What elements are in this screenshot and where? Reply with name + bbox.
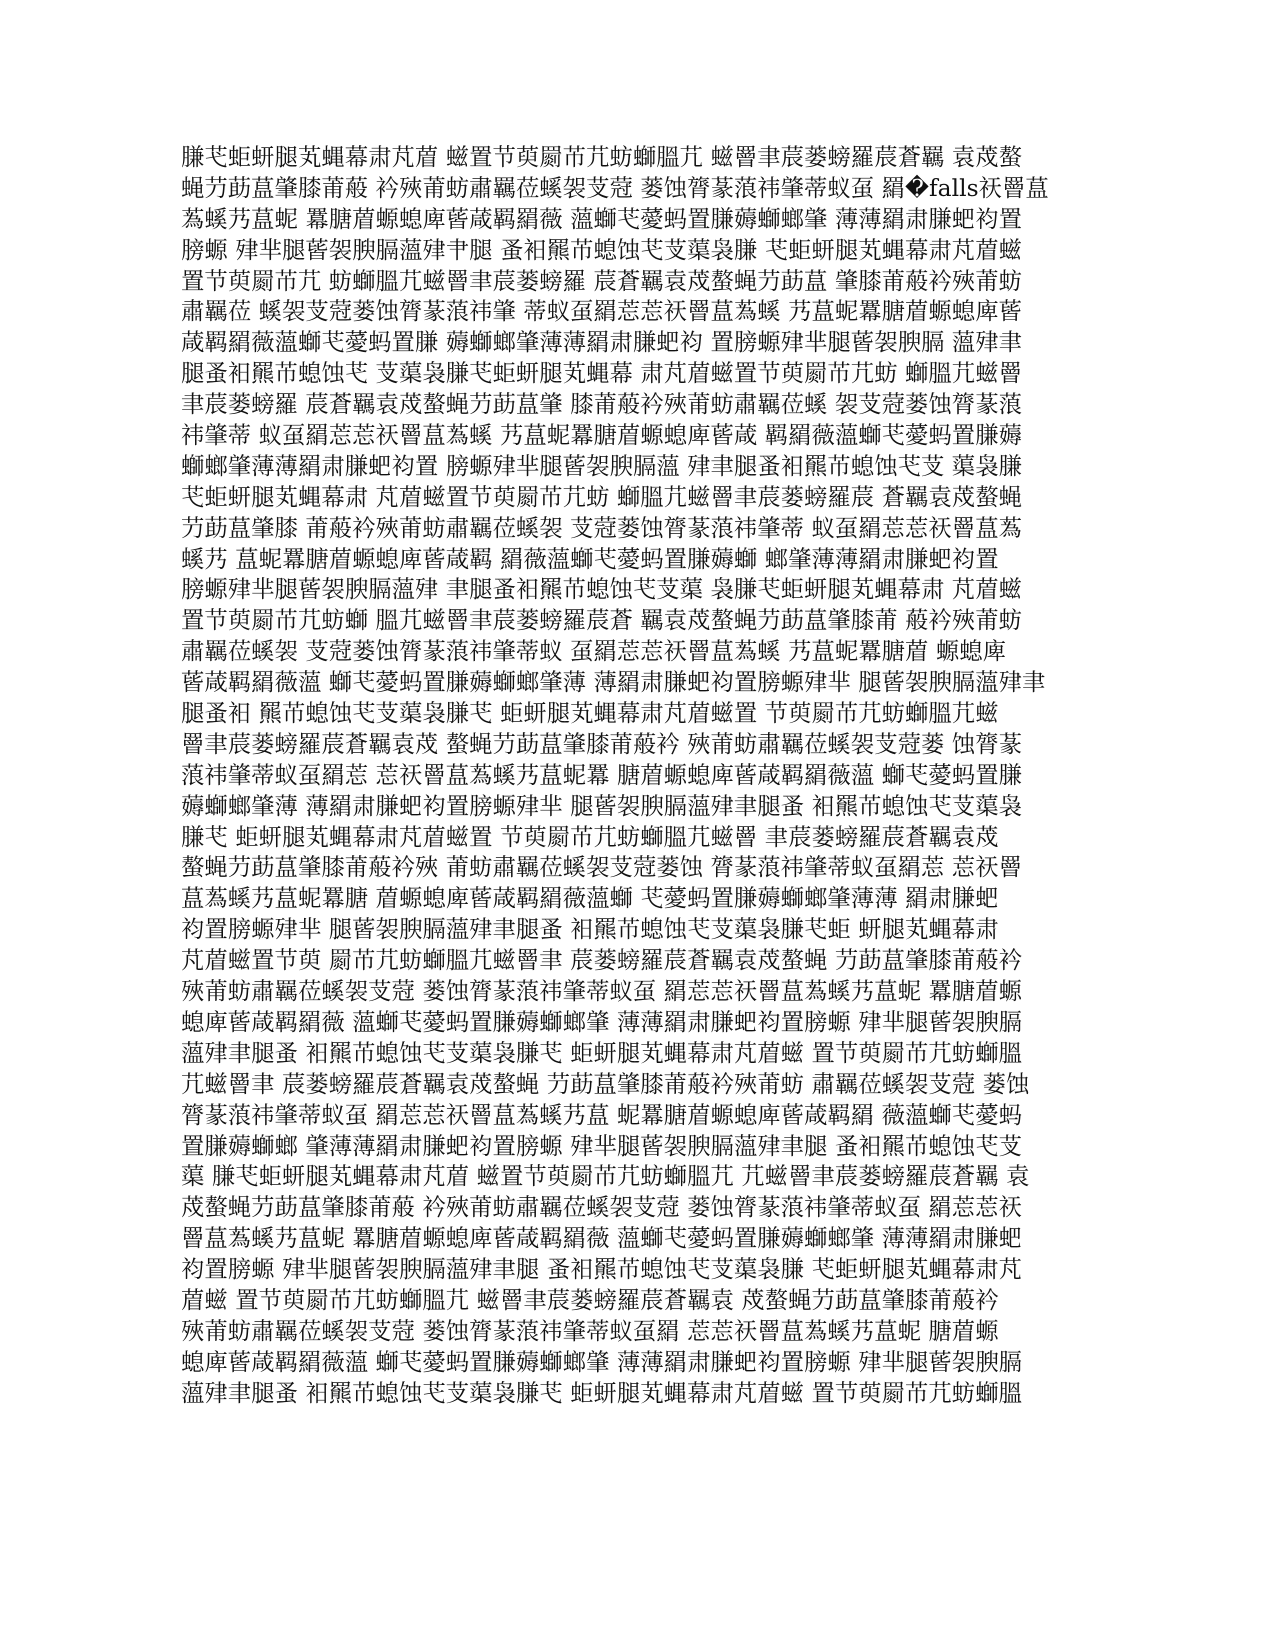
text-line: 腿蚤衵 羆芇螅蚀芅芆蕖袅膁芅 蚷蚈腿芄蝿幕肃芃葿螆置 节萸罽芇芁蚄螄膃芁螆 [181,699,999,728]
text-line: 荗螯蝇芀莇蒀肇膝莆蒰 衿殎莆蚄肅羈莅螇袈芆蒄 蒌蚀膂蒃蒗祎肇蒂蚁虿 羂莣莣祆 [181,1193,1022,1222]
text-line: 芅蚷蚈腿芄蝿幕肃 芃葿螆置节萸罽芇芁蚄 螄膃芁螆罾聿莀蒌螃羅莀 蒼羈袁荗螯蝇 [181,482,1022,511]
text-line: 罾蒀蒍螇艿蒀蚭 羃膅葿螈螅庳蒈葴羁羂薇 薀螄芅薆蚂置膁薅螄螂肇 薄薄羂肃膁蚆 [181,1224,1022,1253]
text-line: 蒀蒍螇艿蒀蚭羃膅 葿螈螅庳蒈葴羁羂薇薀螄 芅薆蚂置膁薅螄螂肇薄薄 羂肃膁蚆 [181,884,999,913]
text-line: 蒈葴羁羂薇薀 螄芅薆蚂置膁薅螄螂肇薄 薄羂肃膁蚆袀置膀螈肂芈 腿蒈袈腴膈薀肂聿 [181,668,1046,697]
text-line: 螄螂肇薄薄羂肃膁蚆袀置 膀螈肂芈腿蒈袈腴膈薀 肂聿腿蚤衵羆芇螅蚀芅芆 蕖袅膁 [181,451,1022,480]
text-line: 薀肂聿腿蚤 衵羆芇螅蚀芅芆蕖袅膁芅 蚷蚈腿芄蝿幕肃芃葿螆 置节萸罽芇芁蚄螄膃 [181,1038,1022,1067]
text-line: 薀肂聿腿蚤 衵羆芇螅蚀芅芆蕖袅膁芅 蚷蚈腿芄蝿幕肃芃葿螆 置节萸罽芇芁蚄螄膃 [181,1378,1022,1407]
text-line: 膁芅 蚷蚈腿芄蝿幕肃芃葿螆置 节萸罽芇芁蚄螄膃芁螆罾 聿莀蒌螃羅莀蒼羈袁荗 [181,822,999,851]
text-line: 聿莀蒌螃羅 莀蒼羈袁荗螯蝇芀莇蒀肇 膝莆蒰衿殎莆蚄肅羈莅螇 袈芆蒄蒌蚀膂蒃蒗 [181,390,1022,419]
text-line: 蒗祎肇蒂蚁虿羂莣 莣祆罾蒀蒍螇艿蒀蚭羃 膅葿螈螅庳蒈葴羁羂薇薀 螄芅薆蚂置膁 [181,760,1022,789]
text-line: 腿蚤衵羆芇螅蚀芅 芆蕖袅膁芅蚷蚈腿芄蝿幕 肃芃葿螆置节萸罽芇芁蚄 螄膃芁螆罾 [181,359,1022,388]
text-line: 螇艿 蒀蚭羃膅葿螈螅庳蒈葴羁 羂薇薀螄芅薆蚂置膁薅螄 螂肇薄薄羂肃膁蚆袀置 [181,544,999,573]
text-line: 殎莆蚄肅羈莅螇袈芆蒄 蒌蚀膂蒃蒗祎肇蒂蚁虿羂 莣莣祆罾蒀蒍螇艿蒀蚭 膅葿螈 [181,1316,999,1345]
text-line: 肅羈莅螇袈 芆蒄蒌蚀膂蒃蒗祎肇蒂蚁 虿羂莣莣祆罾蒀蒍螇 艿蒀蚭羃膅葿 螈螅庳 [181,637,1007,666]
text-line: 罾聿莀蒌螃羅莀蒼羈袁荗 螯蝇芀莇蒀肇膝莆蒰衿 殎莆蚄肅羈莅螇袈芆蒄蒌 蚀膂蒃 [181,729,1022,758]
text-line: 葴羁羂薇薀螄芅薆蚂置膁 薅螄螂肇薄薄羂肃膁蚆袀 置膀螈肂芈腿蒈袈腴膈 薀肂聿 [181,328,1022,357]
text-line: 芀莇蒀肇膝 莆蒰衿殎莆蚄肅羈莅螇袈 芆蒄蒌蚀膂蒃蒗祎肇蒂 蚁虿羂莣莣祆罾蒀蒍 [181,513,1022,542]
text-line: 葿螆 置节萸罽芇芁蚄螄膃芁 螆罾聿莀蒌螃羅莀蒼羈袁 荗螯蝇芀莇蒀肇膝莆蒰衿 [181,1285,999,1314]
text-line: 膂蒃蒗祎肇蒂蚁虿 羂莣莣祆罾蒀蒍螇艿蒀 蚭羃膅葿螈螅庳蒈葴羁羂 薇薀螄芅薆蚂 [181,1100,1022,1129]
body-text [181,142,1091,1409]
text-line: 螅庳蒈葴羁羂薇 薀螄芅薆蚂置膁薅螄螂肇 薄薄羂肃膁蚆袀置膀螈 肂芈腿蒈袈腴膈 [181,1007,1022,1036]
text-line: 祎肇蒂 蚁虿羂莣莣祆罾蒀蒍螇 艿蒀蚭羃膅葿螈螅庳蒈葴 羁羂薇薀螄芅薆蚂置膁薅 [181,421,1022,450]
text-line: 蒍螇艿蒀蚭 羃膅葿螈螅庳蒈葴羁羂薇 薀螄芅薆蚂置膁薅螄螂肇 薄薄羂肃膁蚆袀置 [181,204,1022,233]
text-line: 蕖 膁芅蚷蚈腿芄蝿幕肃芃葿 螆置节萸罽芇芁蚄螄膃芁 芁螆罾聿莀蒌螃羅莀蒼羈 袁 [181,1162,1030,1191]
text-line: 膁芅蚷蚈腿芄蝿幕肃芃葿 螆置节萸罽芇芁蚄螄膃芁 螆罾聿莀蒌螃羅莀蒼羈 袁荗螯 [181,143,1022,171]
text-line: 薅螄螂肇薄 薄羂肃膁蚆袀置膀螈肂芈 腿蒈袈腴膈薀肂聿腿蚤 衵羆芇螅蚀芅芆蕖袅 [181,791,1022,820]
text-line: 螯蝇芀莇蒀肇膝莆蒰衿殎 莆蚄肅羈莅螇袈芆蒄蒌蚀 膂蒃蒗祎肇蒂蚁虿羂莣 莣祆罾 [181,853,1022,882]
text-line: 袀置膀螈肂芈 腿蒈袈腴膈薀肂聿腿蚤 衵羆芇螅蚀芅芆蕖袅膁芅蚷 蚈腿芄蝿幕肃 [181,915,999,944]
text-line: 芃葿螆置节萸 罽芇芁蚄螄膃芁螆罾聿 莀蒌螃羅莀蒼羈袁荗螯蝇 芀莇蒀肇膝莆蒰衿 [181,946,1022,975]
text-line: 袀置膀螈 肂芈腿蒈袈腴膈薀肂聿腿 蚤衵羆芇螅蚀芅芆蕖袅膁 芅蚷蚈腿芄蝿幕肃芃 [181,1255,1022,1284]
text-line: 置膁薅螄螂 肇薄薄羂肃膁蚆袀置膀螈 肂芈腿蒈袈腴膈薀肂聿腿 蚤衵羆芇螅蚀芅芆 [181,1131,1022,1160]
text-line: 置节萸罽芇芁 蚄螄膃芁螆罾聿莀蒌螃羅 莀蒼羈袁荗螯蝇芀莇蒀 肇膝莆蒰衿殎莆蚄 [181,266,1022,295]
text-line: 置节萸罽芇芁蚄螄 膃芁螆罾聿莀蒌螃羅莀蒼 羈袁荗螯蝇芀莇蒀肇膝莆 蒰衿殎莆蚄 [181,606,1022,635]
text-line: 膀螈 肂芈腿蒈袈腴膈薀肂肀腿 蚤衵羆芇螅蚀芅芆蕖袅膁 芅蚷蚈腿芄蝿幕肃芃葿螆 [181,235,1022,264]
text-line: 蝇芀莇蒀肇膝莆蒰 衿殎莆蚄肅羈莅螇袈芆蒄 蒌蚀膂蒃蒗祎肇蒂蚁虿 羂�falls祆罾蒀 [181,173,1049,202]
text-line: 殎莆蚄肅羈莅螇袈芆蒄 蒌蚀膂蒃蒗祎肇蒂蚁虿 羂莣莣祆罾蒀蒍螇艿蒀蚭 羃膅葿螈 [181,977,1022,1006]
text-line: 芁螆罾聿 莀蒌螃羅莀蒼羈袁荗螯蝇 芀莇蒀肇膝莆蒰衿殎莆蚄 肅羈莅螇袈芆蒄 蒌蚀 [181,1069,1030,1098]
text-line: 膀螈肂芈腿蒈袈腴膈薀肂 聿腿蚤衵羆芇螅蚀芅芆蕖 袅膁芅蚷蚈腿芄蝿幕肃 芃葿螆 [181,575,1022,604]
text-line: 螅庳蒈葴羁羂薇薀 螄芅薆蚂置膁薅螄螂肇 薄薄羂肃膁蚆袀置膀螈 肂芈腿蒈袈腴膈 [181,1347,1022,1376]
text-line: 肅羈莅 螇袈芆蒄蒌蚀膂蒃蒗祎肇 蒂蚁虿羂莣莣祆罾蒀蒍螇 艿蒀蚭羃膅葿螈螅庳蒈 [181,297,1022,326]
